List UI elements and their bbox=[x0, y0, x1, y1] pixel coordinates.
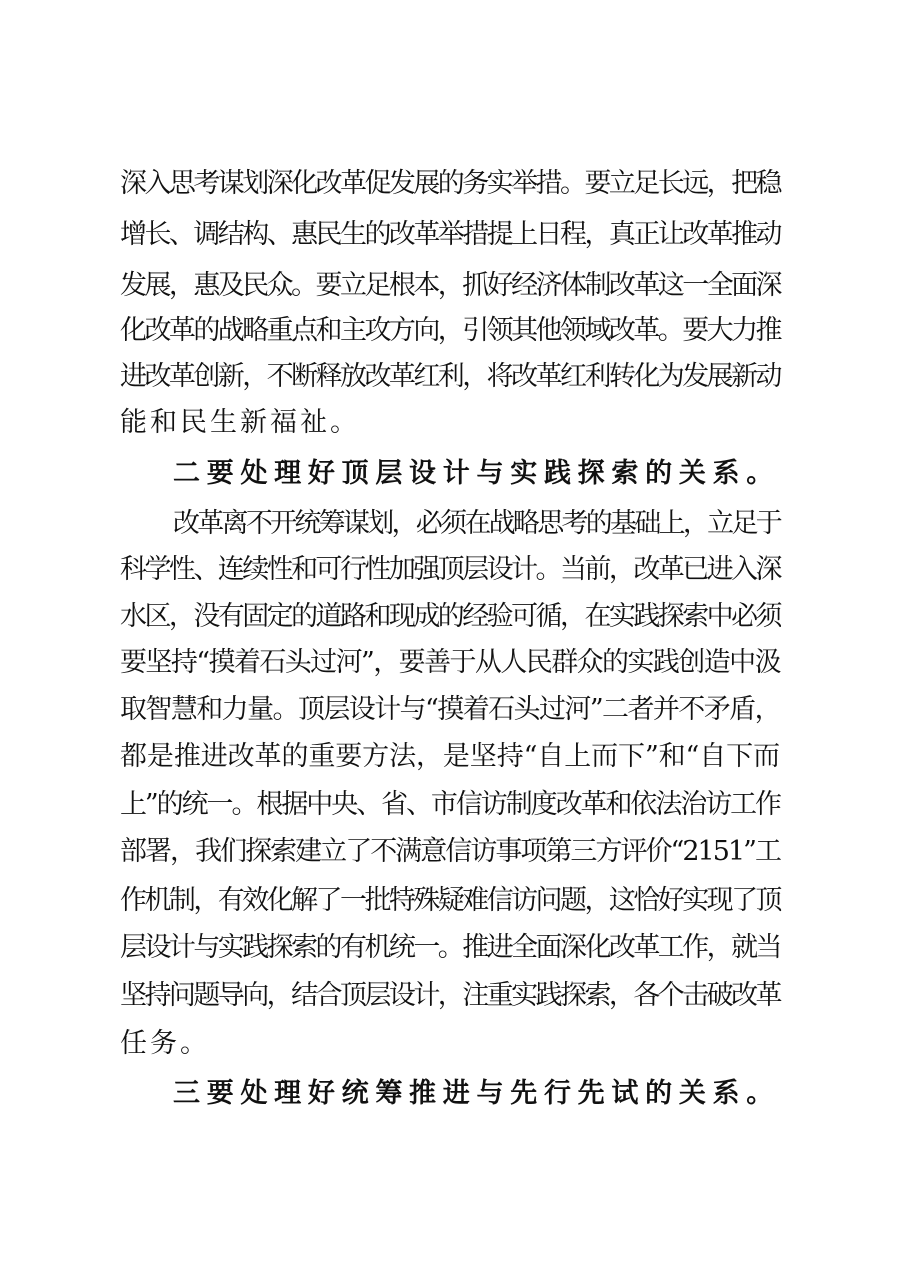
text-line: 要坚持“摸着石头过河”，要善于从人民群众的实践创造中汲 bbox=[120, 647, 780, 678]
text-line: 深入思考谋划深化改革促发展的务实举措。要立足长远，把稳 bbox=[120, 168, 780, 199]
text-line: 取智慧和力量。顶层设计与“摸着石头过河”二者并不矛盾， bbox=[120, 694, 780, 725]
text-line: 作机制，有效化解了一批特殊疑难信访问题，这恰好实现了顶 bbox=[120, 885, 780, 916]
text-line: 能和民生新福祉。 bbox=[120, 407, 360, 438]
text-line: 进改革创新，不断释放改革红利，将改革红利转化为发展新动 bbox=[120, 361, 780, 392]
text-line: 上”的统一。根据中央、省、市信访制度改革和依法治访工作 bbox=[120, 789, 780, 820]
text-line: 水区，没有固定的道路和现成的经验可循，在实践探索中必须 bbox=[120, 601, 780, 632]
text-line: 部署，我们探索建立了不满意信访事项第三方评价“2151”工 bbox=[120, 836, 780, 867]
text-line: 坚持问题导向，结合顶层设计，注重实践探索，各个击破改革 bbox=[120, 980, 780, 1011]
text-line: 增长、调结构、惠民生的改革举措提上日程，真正让改革推动 bbox=[120, 219, 780, 250]
text-line: 任务。 bbox=[120, 1028, 210, 1059]
paragraph-first-line: 改革离不开统筹谋划，必须在战略思考的基础上，立足于 bbox=[173, 508, 780, 539]
section-heading: 二要处理好顶层设计与实践探索的关系。 bbox=[173, 458, 780, 489]
section-heading: 三要处理好统筹推进与先行先试的关系。 bbox=[173, 1078, 780, 1109]
text-line: 科学性、连续性和可行性加强顶层设计。当前，改革已进入深 bbox=[120, 554, 780, 585]
text-line: 发展，惠及民众。要立足根本，抓好经济体制改革这一全面深 bbox=[120, 270, 780, 301]
text-line: 都是推进改革的重要方法，是坚持“自上而下”和“自下而 bbox=[120, 741, 780, 772]
text-line: 层设计与实践探索的有机统一。推进全面深化改革工作，就当 bbox=[120, 932, 780, 963]
text-line: 化改革的战略重点和主攻方向，引领其他领域改革。要大力推 bbox=[120, 315, 780, 346]
